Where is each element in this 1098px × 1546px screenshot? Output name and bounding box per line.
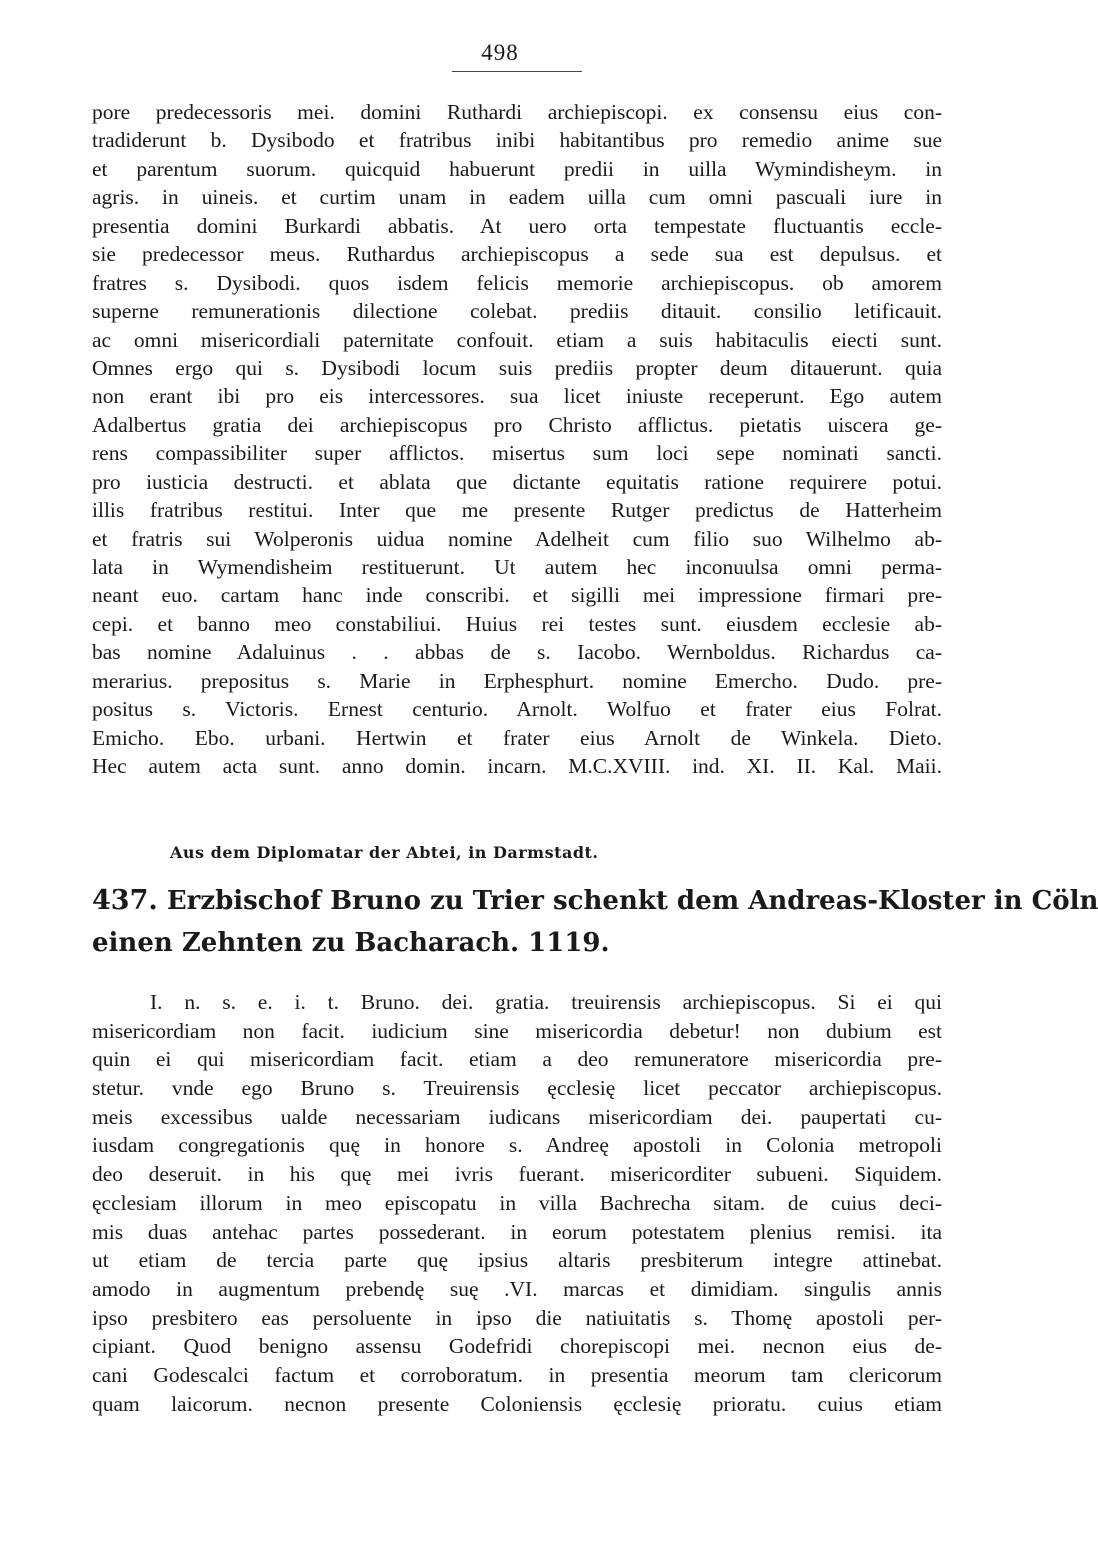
text-line: mis duas antehac partes possederant. in eorum potestatem plenius remisi. ita [92, 1219, 942, 1244]
text-line: sie predecessor meus. Ruthardus archiepiscopus a sede sua est depulsus. et [92, 242, 942, 267]
text-line: lata in Wymendisheim restituerunt. Ut autem hec inconuulsa omni perma- [92, 555, 942, 579]
text-line: ipso presbitero eas persoluente in ipso die natiuitatis s. Thomę apostoli per- [92, 1305, 942, 1330]
heading-line-2: einen Zehnten zu Bacharach. 1119. [92, 928, 610, 958]
text-line: et parentum suorum. quicquid habuerunt predii in uilla Wymindisheym. in [92, 156, 942, 181]
text-line: agris. in uineis. et curtim unam in eadem uilla cum omni pascuali iure in [92, 185, 942, 210]
text-line: merarius. prepositus s. Marie in Erphesphurt. nomine Emercho. Dudo. pre- [92, 668, 942, 693]
text-line: deo deseruit. in his quę mei ivris fuerant. misericorditer subueni. Siquidem. [92, 1162, 942, 1187]
text-line: misericordiam non facit. iudicium sine misericordia debetur! non dubium est [92, 1018, 942, 1043]
charter-text [92, 98, 942, 781]
header-rule [452, 71, 582, 72]
text-line: iusdam congregationis quę in honore s. Andreę apostoli in Colonia metropoli [92, 1133, 942, 1158]
text-line: Omnes ergo qui s. Dysibodi locum suis prediis propter deum ditauerunt. quia [92, 355, 942, 380]
text-line: neant euo. cartam hanc inde conscribi. et sigilli mei impressione firmari pre- [92, 583, 942, 608]
document-heading [92, 880, 1098, 964]
text-line: ęcclesiam illorum in meo episcopatu in villa Bachrecha sitam. de cuius deci- [92, 1190, 942, 1215]
text-line: cipiant. Quod benigno assensu Godefridi chorepiscopi mei. necnon eius de- [92, 1334, 942, 1359]
text-line: ac omni misericordiali paternitate confouit. etiam a suis habitaculis eiecti sunt. [92, 327, 942, 352]
text-line: amodo in augmentum prebendę suę .VI. marcas et dimidiam. singulis annis [92, 1276, 942, 1301]
source-note: Aus dem Diplomatar der Abtei, in Darmstadt. [170, 843, 599, 862]
document-number: 437. [92, 885, 158, 916]
text-line: fratres s. Dysibodi. quos isdem felicis memorie archiepiscopus. ob amorem [92, 270, 942, 295]
text-line: quin ei qui misericordiam facit. etiam a deo remuneratore misericordia pre- [92, 1047, 942, 1072]
text-line: superne remunerationis dilectione colebat. prediis ditauit. consilio letificauit. [92, 299, 942, 324]
page-number: 498 [481, 40, 519, 65]
text-line: cani Godescalci factum et corroboratum. in presentia meorum tam clericorum [92, 1362, 942, 1387]
text-line: et fratris sui Wolperonis uidua nomine Adelheit cum filio suo Wilhelmo ab- [92, 526, 942, 551]
heading-line-1 [92, 880, 1098, 922]
text-line: ut etiam de tercia parte quę ipsius altaris presbiterum integre attinebat. [92, 1248, 942, 1273]
text-line: illis fratribus restitui. Inter que me presente Rutger predictus de Hatterheim [92, 498, 942, 523]
text-line: rens compassibiliter super afflictos. misertus sum loci sepe nominati sancti. [92, 441, 942, 466]
text-line: bas nomine Adaluinus . . abbas de s. Iacobo. Wernboldus. Richardus ca- [92, 640, 942, 665]
text-line: tradiderunt b. Dysibodo et fratribus inibi habitantibus pro remedio anime sue [92, 128, 942, 153]
text-line: quam laicorum. necnon presente Coloniensis ęcclesię prioratu. cuius etiam [92, 1391, 942, 1416]
text-line: Emicho. Ebo. urbani. Hertwin et frater eius Arnolt de Winkela. Dieto. [92, 725, 942, 750]
text-line: meis excessibus ualde necessariam iudicans misericordiam dei. paupertati cu- [92, 1104, 942, 1129]
text-line: presentia domini Burkardi abbatis. At uero orta tempestate fluctuantis eccle- [92, 213, 942, 238]
text-line: positus s. Victoris. Ernest centurio. Arnolt. Wolfuo et frater eius Folrat. [92, 697, 942, 722]
text-line: Adalbertus gratia dei archiepiscopus pro Christo afflictus. pietatis uiscera ge- [92, 412, 942, 437]
text-line: Hec autem acta sunt. anno domin. incarn. M.C.XVIII. ind. XI. II. Kal. Maii. [92, 754, 942, 779]
text-line: non erant ibi pro eis intercessores. sua licet iniuste receperunt. Ego autem [92, 384, 942, 409]
text-line: pore predecessoris mei. domini Ruthardi archiepiscopi. ex consensu eius con- [92, 100, 942, 124]
text-line: pro iusticia destructi. et ablata que dictante equitatis ratione requirere potui. [92, 469, 942, 494]
text-line: stetur. vnde ego Bruno s. Treuirensis ęcclesię licet peccator archiepiscopus. [92, 1076, 942, 1101]
heading-title: Erzbischof Bruno zu Trier schenkt dem Andreas-Kloster in Cöln [166, 886, 1098, 916]
document-text [92, 988, 942, 1418]
text-line: cepi. et banno meo constabiliui. Huius rei testes sunt. eiusdem ecclesie ab- [92, 611, 942, 636]
text-line: I. n. s. e. i. t. Bruno. dei. gratia. treuirensis archiepiscopus. Si ei qui [150, 990, 942, 1014]
